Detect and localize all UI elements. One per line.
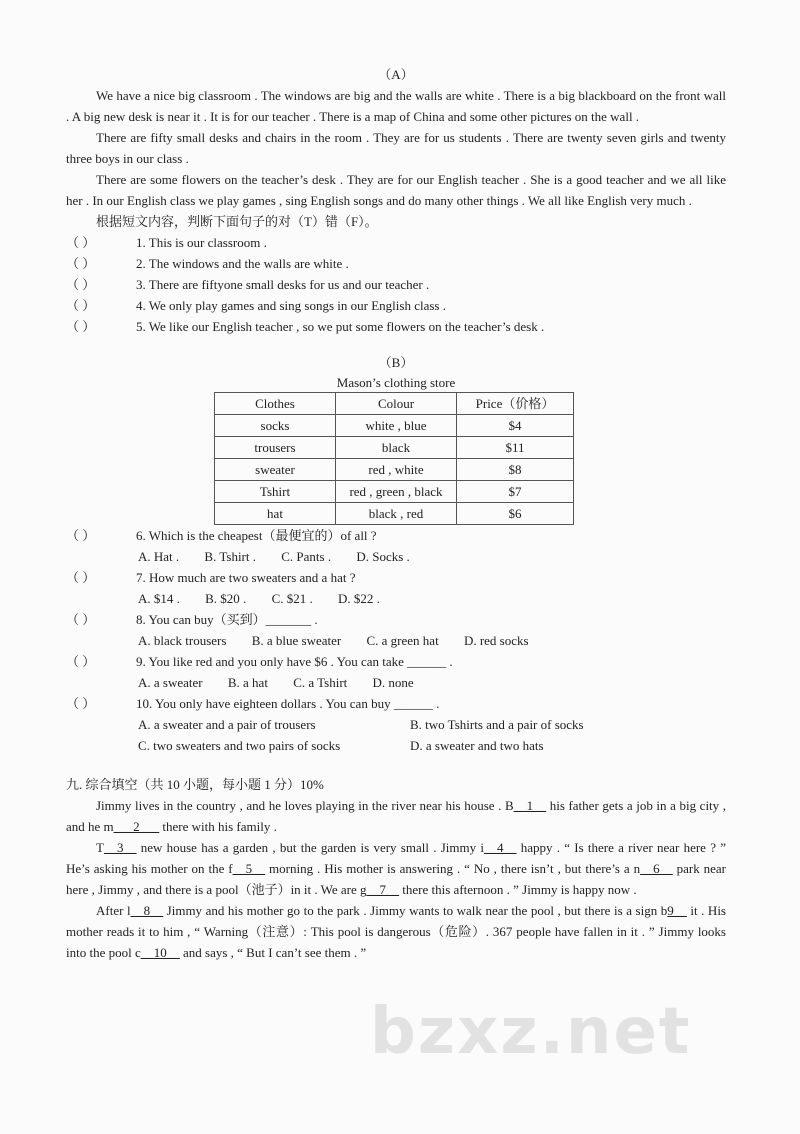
option-c[interactable]: C. a Tshirt: [293, 675, 348, 690]
answer-paren[interactable]: （ ）: [66, 570, 96, 585]
table-cell: red , white: [336, 459, 457, 481]
question-10-options-row-1: [66, 714, 726, 735]
option-b[interactable]: B. two Tshirts and a pair of socks: [410, 717, 584, 732]
table-cell: black , red: [336, 503, 457, 525]
question-6-options: [66, 546, 726, 567]
exam-page: [66, 64, 726, 963]
option-a[interactable]: A. black trousers: [138, 633, 227, 648]
table-cell: red , green , black: [336, 481, 457, 503]
part-b-heading: （B）: [378, 355, 414, 370]
cloze-text: happy . “ Is there a river near here ? ” He’s asking his mother on the f: [66, 840, 726, 876]
option-b[interactable]: B. $20 .: [205, 591, 247, 606]
question-3: [66, 274, 726, 295]
option-d[interactable]: D. red socks: [463, 633, 529, 648]
table-cell: $6: [457, 503, 574, 525]
cloze-text: morning . His mother is answering . “ No , there isn’t , but there’s a n: [265, 861, 641, 876]
cloze-text: Jimmy lives in the country , and he loves playing in the river near his house . B: [96, 798, 514, 813]
table-cell: $7: [457, 481, 574, 503]
watermark: bzxz.net: [370, 995, 692, 1069]
option-b[interactable]: B. a blue sweater: [251, 633, 342, 648]
option-d[interactable]: D. $22 .: [337, 591, 380, 606]
blank-1[interactable]: __1__: [513, 798, 547, 813]
cloze-text: it . His mother reads it to him , “ Warning（注意）: This pool is dangerous（危险）. 367 people have fallen in it . ” Jimmy looks into the pool c: [66, 903, 726, 960]
question-7-options: [66, 588, 726, 609]
cloze-paragraph-2: [66, 837, 726, 900]
option-a[interactable]: A. Hat .: [138, 549, 180, 564]
blank-7[interactable]: __7__: [366, 882, 400, 897]
section-9-title: 九. 综合填空（共 10 小题，每小题 1 分）10%: [66, 777, 324, 792]
blank-8[interactable]: __8__: [130, 903, 164, 918]
question-text: 3. There are fiftyone small desks for us and our teacher .: [136, 277, 430, 292]
option-a[interactable]: A. a sweater and a pair of trousers: [138, 717, 316, 732]
table-cell: white , blue: [336, 415, 457, 437]
table-header-cell: Colour: [336, 393, 457, 415]
blank-3[interactable]: __3__: [103, 840, 137, 855]
table-cell: hat: [215, 503, 336, 525]
option-d[interactable]: D. a sweater and two hats: [410, 738, 544, 753]
answer-paren[interactable]: （ ）: [66, 235, 96, 250]
cloze-text: new house has a garden , but the garden is very small . Jimmy i: [136, 840, 484, 855]
question-text: 9. You like red and you only have $6 . You can take ______ .: [136, 654, 453, 669]
table-title: Mason’s clothing store: [336, 375, 456, 390]
question-1: [66, 232, 726, 253]
blank-5[interactable]: __5__: [232, 861, 266, 876]
question-text: 7. How much are two sweaters and a hat ?: [136, 570, 356, 585]
part-a-paragraph-1: We have a nice big classroom . The windows are big and the walls are white . There is a big blackboard on the front wall . A big new desk is near it . It is for our teacher . There is a map of China and some other pictures on the wall .: [66, 88, 726, 124]
answer-paren[interactable]: （ ）: [66, 654, 96, 669]
table-cell: socks: [215, 415, 336, 437]
option-b[interactable]: B. Tshirt .: [204, 549, 257, 564]
option-a[interactable]: A. $14 .: [138, 591, 180, 606]
option-d[interactable]: D. none: [372, 675, 414, 690]
table-cell: trousers: [215, 437, 336, 459]
question-text: 10. You only have eighteen dollars . You can buy ______ .: [136, 696, 440, 711]
cloze-text: there this afternoon . ” Jimmy is happy now .: [399, 882, 637, 897]
option-c[interactable]: C. $21 .: [271, 591, 313, 606]
blank-9[interactable]: 9__: [667, 903, 687, 918]
cloze-text: T: [96, 840, 104, 855]
cloze-text: and says , “ But I can’t see them . ”: [179, 945, 367, 960]
table-header-cell: Clothes: [215, 393, 336, 415]
question-10: [66, 693, 726, 714]
cloze-text: there with his family .: [159, 819, 277, 834]
blank-10[interactable]: __10__: [140, 945, 180, 960]
part-a-instruction: 根据短文内容，判断下面句子的对（T）错（F）。: [96, 214, 378, 229]
part-a-heading: （A）: [378, 67, 414, 82]
part-a-paragraph-3: There are some flowers on the teacher’s desk . They are for our English teacher . She is a good teacher and we all like her . In our English class we play games , sing English songs and do many other things . We all like English very much .: [66, 172, 726, 208]
question-text: 2. The windows and the walls are white .: [136, 256, 349, 271]
cloze-text: his father gets a job in a big city , and he m: [66, 798, 726, 834]
part-a-paragraph-2: There are fifty small desks and chairs in the room . They are for us students . There are twenty seven girls and twenty three boys in our class .: [66, 130, 726, 166]
option-d[interactable]: D. Socks .: [356, 549, 410, 564]
answer-paren[interactable]: （ ）: [66, 277, 96, 292]
answer-paren[interactable]: （ ）: [66, 696, 96, 711]
question-9-options: [66, 672, 726, 693]
blank-4[interactable]: __4__: [483, 840, 517, 855]
cloze-text: park near here , Jimmy , and there is a pool（池子）in it . We are g: [66, 861, 727, 897]
cloze-text: After l: [96, 903, 131, 918]
option-c[interactable]: C. two sweaters and two pairs of socks: [138, 738, 341, 753]
cloze-paragraph-3: [66, 900, 726, 963]
table-cell: $11: [457, 437, 574, 459]
table-header-row: [215, 393, 574, 415]
table-cell: Tshirt: [215, 481, 336, 503]
table-row: [215, 415, 574, 437]
question-8: [66, 609, 726, 630]
table-row: [215, 459, 574, 481]
question-2: [66, 253, 726, 274]
question-9: [66, 651, 726, 672]
question-text: 5. We like our English teacher , so we put some flowers on the teacher’s desk .: [136, 319, 545, 334]
cloze-paragraph-1: [66, 795, 726, 837]
question-text: 1. This is our classroom .: [136, 235, 267, 250]
answer-paren[interactable]: （ ）: [66, 319, 96, 334]
question-text: 8. You can buy（买到）_______ .: [136, 612, 318, 627]
clothing-table: [214, 392, 574, 525]
answer-paren[interactable]: （ ）: [66, 298, 96, 313]
question-6: [66, 525, 726, 546]
table-cell: $8: [457, 459, 574, 481]
question-10-options-row-2: [66, 735, 726, 756]
table-row: [215, 437, 574, 459]
question-5: [66, 316, 726, 337]
table-header-cell: Price（价格）: [457, 393, 574, 415]
option-b[interactable]: B. a hat: [227, 675, 268, 690]
table-row: [215, 481, 574, 503]
cloze-text: Jimmy and his mother go to the park . Jimmy wants to walk near the pool , but there is a sign b: [163, 903, 668, 918]
table-cell: black: [336, 437, 457, 459]
answer-paren[interactable]: （ ）: [66, 612, 96, 627]
question-text: 4. We only play games and sing songs in our English class .: [136, 298, 446, 313]
blank-6[interactable]: __6__: [640, 861, 673, 876]
question-4: [66, 295, 726, 316]
table-cell: $4: [457, 415, 574, 437]
blank-2[interactable]: ___2___: [113, 819, 160, 834]
answer-paren[interactable]: （ ）: [66, 528, 96, 543]
option-c[interactable]: C. Pants .: [281, 549, 332, 564]
question-8-options: [66, 630, 726, 651]
question-text: 6. Which is the cheapest（最便宜的）of all ?: [136, 528, 377, 543]
option-a[interactable]: A. a sweater: [138, 675, 203, 690]
answer-paren[interactable]: （ ）: [66, 256, 96, 271]
option-c[interactable]: C. a green hat: [366, 633, 439, 648]
table-cell: sweater: [215, 459, 336, 481]
question-7: [66, 567, 726, 588]
table-row: [215, 503, 574, 525]
